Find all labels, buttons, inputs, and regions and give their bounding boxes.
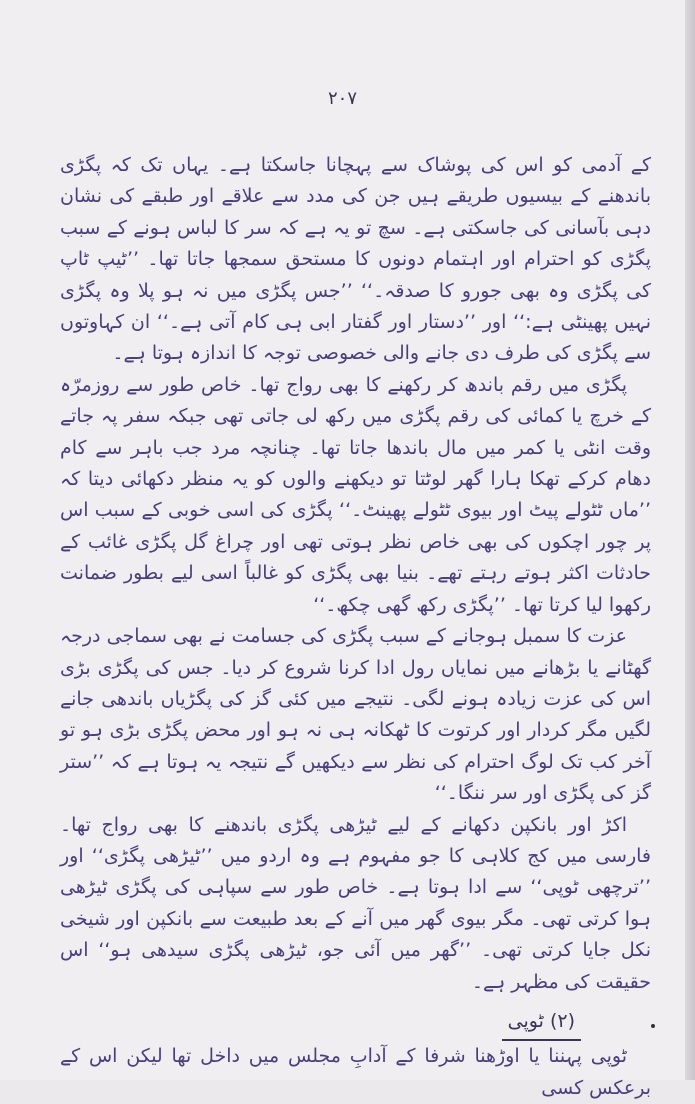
- page-edge: [685, 0, 695, 1080]
- paragraph-3: عزت کا سمبل ہوجانے کے سبب پگڑی کی جسامت نے بھی سماجی درجہ گھٹانے یا بڑھانے میں نمایاں رول ادا کرنا شروع کر دیا۔ جس کی پگڑی بڑی اس کی عزت زیادہ ہونے لگی۔ نتیجے میں کئی گز کی پگڑیاں باندھی جانے لگیں مگر کردار اور کرتوت کا ٹھکانہ ہی نہ ہو اور محض پگڑی بڑی ہو تو آخر کب تک لوگ احترام کی نظر سے دیکھیں گے نتیجہ یہ ہوتا ہے کہ ’’ستر گز کی پگڑی اور سر ننگا۔‘‘: [60, 625, 651, 805]
- paragraph-4: اکڑ اور بانکپن دکھانے کے لیے ٹیڑھی پگڑی باندھنے کا بھی رواج تھا۔ فارسی میں کج کلاہی کا جو مفہوم ہے وہ اردو میں ’’ٹیڑھی پگڑی‘‘ اور ’’ترچھی ٹوپی‘‘ سے ادا ہوتا ہے۔ خاص طور سے سپاہی کی پگڑی ٹیڑھی ہوا کرتی تھی۔ مگر بیوی گھر میں آنے کے بعد طبیعت سے بانکپن اور شیخی نکل جایا کرتی تھی۔ ’’گھر میں آئی جو، ٹیڑھی پگڑی سیدھی ہو‘‘ اس حقیقت کی مظہر ہے۔: [60, 813, 651, 993]
- section-heading-label: (۲) ٹوپی: [502, 1006, 581, 1041]
- paragraph-1: کے آدمی کو اس کی پوشاک سے پہچانا جاسکتا ہے۔ یہاں تک کہ پگڑی باندھنے کے بیسیوں طریقے ہیں جن کی مدد سے علاقے اور طبقے کی نشان دہی بآسانی کی جاسکتی ہے۔ سچ تو یہ ہے کہ سر کا لباس ہونے کے سبب پگڑی کو احترام اور اہتمام دونوں کا مستحق سمجھا جاتا تھا۔ ’’ٹیپ ٹاپ کی پگڑی وہ بھی جورو کا صدقہ۔‘‘ ’’جس پگڑی میں نہ ہو پلا وہ پگڑی نہیں پھینٹی ہے:‘‘ اور ’’دستار اور گفتار ابی ہی کام آتی ہے۔‘‘ ان کہاوتوں سے پگڑی کی طرف دی جانے والی خصوصی توجہ کا اندازہ ہوتا ہے۔: [60, 154, 651, 365]
- page-number: ۲۰۷: [327, 88, 357, 109]
- paragraph-5: ٹوپی پہننا یا اوڑھنا شرفا کے آدابِ مجلس میں داخل تھا لیکن اس کے برعکس کسی: [60, 1045, 651, 1099]
- page-mark: [651, 1024, 655, 1028]
- section-heading: [60, 1006, 651, 1041]
- paragraph-2: پگڑی میں رقم باندھ کر رکھنے کا بھی رواج تھا۔ خاص طور سے روزمرّہ کے خرچ یا کمائی کی رقم پگڑی میں رکھ لی جاتی تھی جبکہ سفر پہ جاتے وقت انٹی یا کمر میں مال باندھا جاتا تھا۔ چنانچہ مرد جب باہر سے کام دھام کرکے تھکا ہارا گھر لوٹتا تو دیکھنے والوں کو یہ منظر دکھائی دیتا کہ ’’ماں ٹٹولے پیٹ اور بیوی ٹٹولے پھینٹ۔‘‘ پگڑی کی اسی خوبی کے سبب اس پر چور اچکوں کی بھی خاص نظر ہوتی تھی اور چراغ گل پگڑی غائب کے حادثات اکثر ہوتے رہتے تھے۔ بنیا بھی پگڑی کو غالباً اسی لیے بطور ضمانت رکھوا لیا کرتا تھا۔ ’’پگڑی رکھ گھی چکھ۔‘‘: [60, 373, 651, 616]
- body-text: [60, 150, 651, 1104]
